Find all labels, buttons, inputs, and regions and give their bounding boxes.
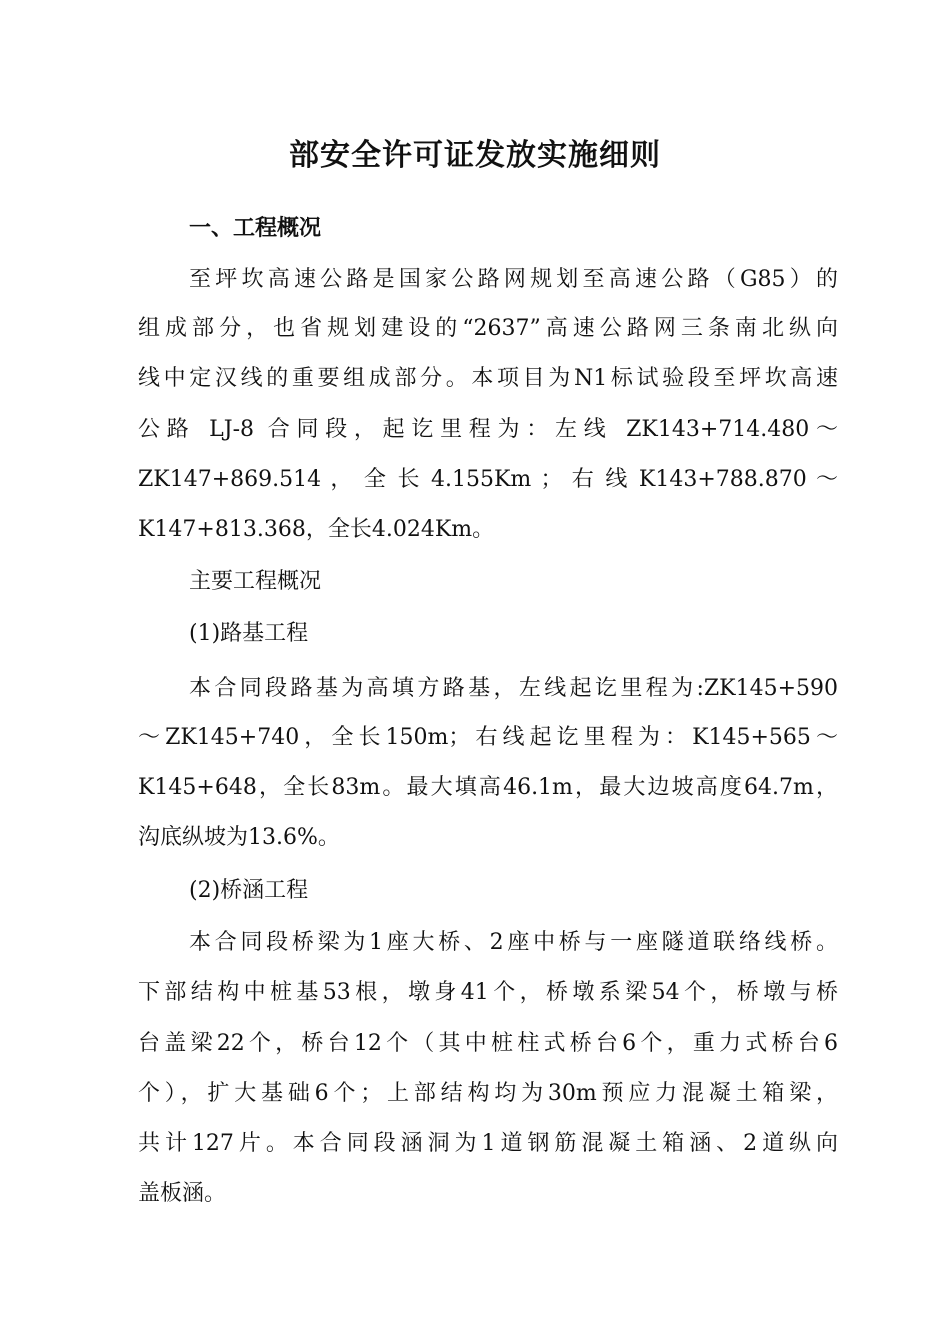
paragraph-line: 台盖梁22个，桥台12个（其中桩柱式桥台6个，重力式桥台6 <box>138 1031 838 1056</box>
paragraph-line: 本合同段桥梁为1座大桥、2座中桥与一座隧道联络线桥。 <box>189 930 838 955</box>
subsection-heading-roadbed: (1)路基工程 <box>189 621 309 646</box>
paragraph-line: 下部结构中桩基53根，墩身41个，桥墩系梁54个，桥墩与桥 <box>138 980 838 1005</box>
subsection-heading-bridge-culvert: (2)桥涵工程 <box>189 878 309 903</box>
paragraph-line: 线中定汉线的重要组成部分。本项目为N1标试验段至坪坎高速 <box>138 366 838 391</box>
paragraph-line: 个），扩大基础6个；上部结构均为30m预应力混凝土箱梁， <box>138 1081 838 1106</box>
paragraph-line: ～ZK145+740，全长150m；右线起讫里程为：K145+565～ <box>138 725 838 750</box>
paragraph-line: 至坪坎高速公路是国家公路网规划至高速公路（G85）的 <box>189 267 838 292</box>
paragraph-line: 组成部分，也省规划建设的“2637”高速公路网三条南北纵向 <box>138 316 838 341</box>
paragraph-line: K147+813.368，全长4.024Km。 <box>138 517 495 542</box>
paragraph-line: 公路 LJ-8 合同段，起讫里程为：左线 ZK143+714.480～ <box>138 417 838 442</box>
document-title: 部安全许可证发放实施细则 <box>289 138 661 173</box>
paragraph-line: K145+648，全长83m。最大填高46.1m，最大边坡高度64.7m， <box>138 775 838 800</box>
paragraph-line: ZK147+869.514 ， 全 长 4.155Km ； 右 线 K143+788.870 ～ <box>138 467 838 492</box>
paragraph-line: 沟底纵坡为13.6%。 <box>138 825 340 850</box>
paragraph-line: 本合同段路基为高填方路基，左线起讫里程为:ZK145+590 <box>189 676 838 701</box>
paragraph-line: 共计127片。本合同段涵洞为1道钢筋混凝土箱涵、2道纵向 <box>138 1131 838 1156</box>
section-heading-overview: 一、工程概况 <box>189 215 322 241</box>
paragraph-line: 盖板涵。 <box>138 1181 227 1206</box>
overview-label: 主要工程概况 <box>189 569 322 594</box>
